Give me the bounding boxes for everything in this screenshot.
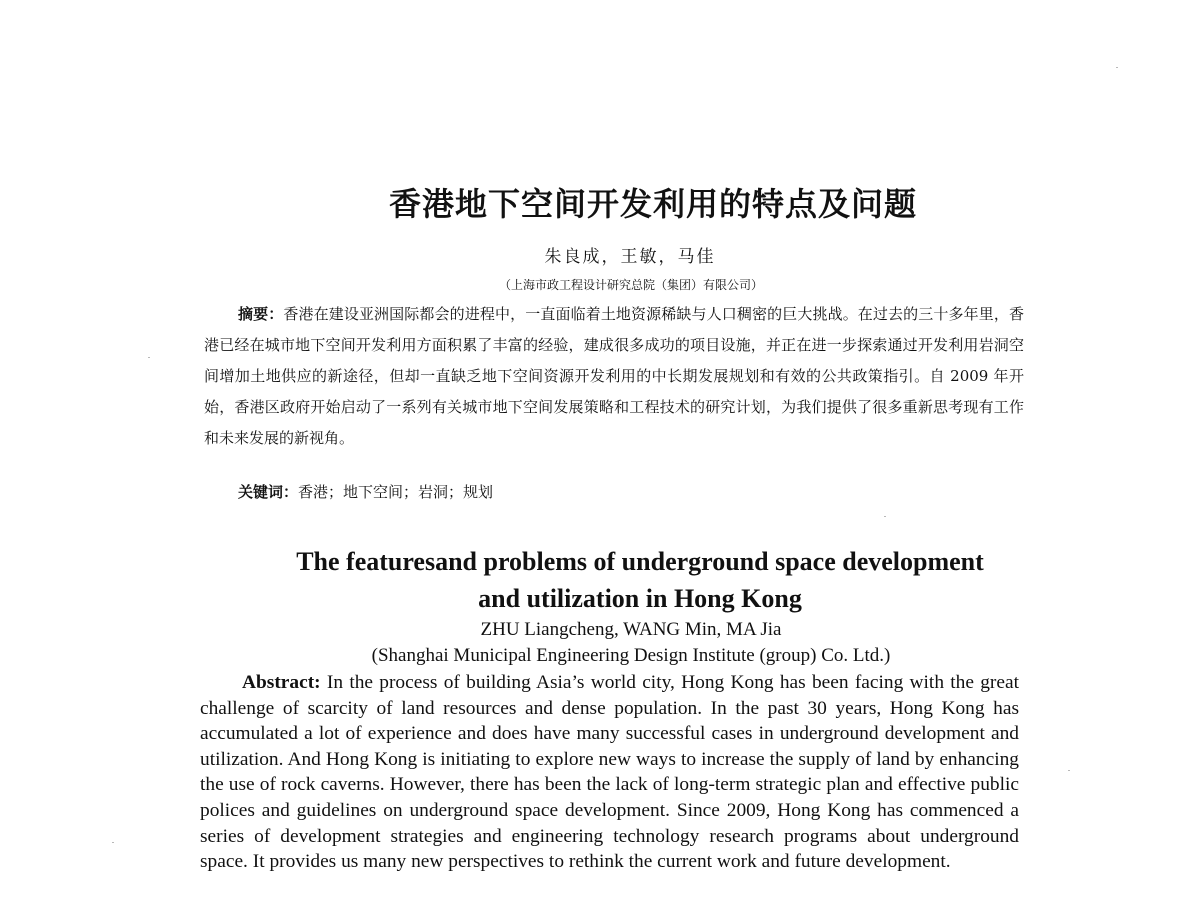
- scan-speck: [884, 516, 886, 517]
- chinese-keywords: [238, 479, 493, 505]
- english-affiliation: (Shanghai Municipal Engineering Design Institute (group) Co. Ltd.): [371, 645, 891, 666]
- english-abstract: [200, 670, 1019, 875]
- english-abstract-label: Abstract:: [242, 672, 321, 693]
- chinese-title: 香港地下空间开发利用的特点及问题: [388, 185, 917, 223]
- english-abstract-text: In the process of building Asia’s world city, Hong Kong has been facing with the great challenge of scarcity of land resources and dense population. In the past 30 years, Hong Kong has accumulated a lot of experience and does have many successful cases in underground development and utilization. And Hong Kong is initiating to explore new ways to increase the supply of land by enhancing the use of rock caverns. However, there has been the lack of long-term strategic plan and effective public polices and guidelines on underground space development. Since 2009, Hong Kong has commenced a series of development strategies and engineering technology research programs about underground space. It provides us many new perspectives to rethink the current work and future development.: [200, 672, 1019, 873]
- chinese-abstract: [204, 299, 1024, 454]
- scan-speck: [148, 357, 150, 358]
- chinese-authors: 朱良成，王敏，马佳: [544, 247, 716, 267]
- scan-speck: [1116, 67, 1118, 68]
- english-authors: ZHU Liangcheng, WANG Min, MA Jia: [480, 619, 782, 640]
- english-title: [0, 543, 1200, 617]
- english-title-line-1: The featuresand problems of underground space development: [296, 547, 984, 576]
- chinese-keywords-text: 香港；地下空间；岩洞；规划: [298, 483, 494, 501]
- chinese-abstract-text: 香港在建设亚洲国际都会的进程中，一直面临着土地资源稀缺与人口稠密的巨大挑战。在过去的三十多年里，香港已经在城市地下空间开发利用方面积累了丰富的经验，建成很多成功的项目设施，并正在进一步探索通过开发利用岩洞空间增加土地供应的新途径，但却一直缺乏地下空间资源开发利用的中长期发展规划和有效的公共政策指引。自 2009 年开始，香港区政府开始启动了一系列有关城市地下空间发展策略和工程技术的研究计划，为我们提供了很多重新思考现有工作和未来发展的新视角。: [204, 305, 1024, 447]
- chinese-abstract-label: 摘要：: [238, 305, 284, 323]
- english-title-line-2: and utilization in Hong Kong: [478, 584, 802, 613]
- chinese-keywords-label: 关键词：: [238, 483, 299, 501]
- scan-speck: [1068, 770, 1070, 771]
- chinese-affiliation: （上海市政工程设计研究总院（集团）有限公司）: [498, 278, 763, 292]
- scan-speck: [112, 842, 114, 843]
